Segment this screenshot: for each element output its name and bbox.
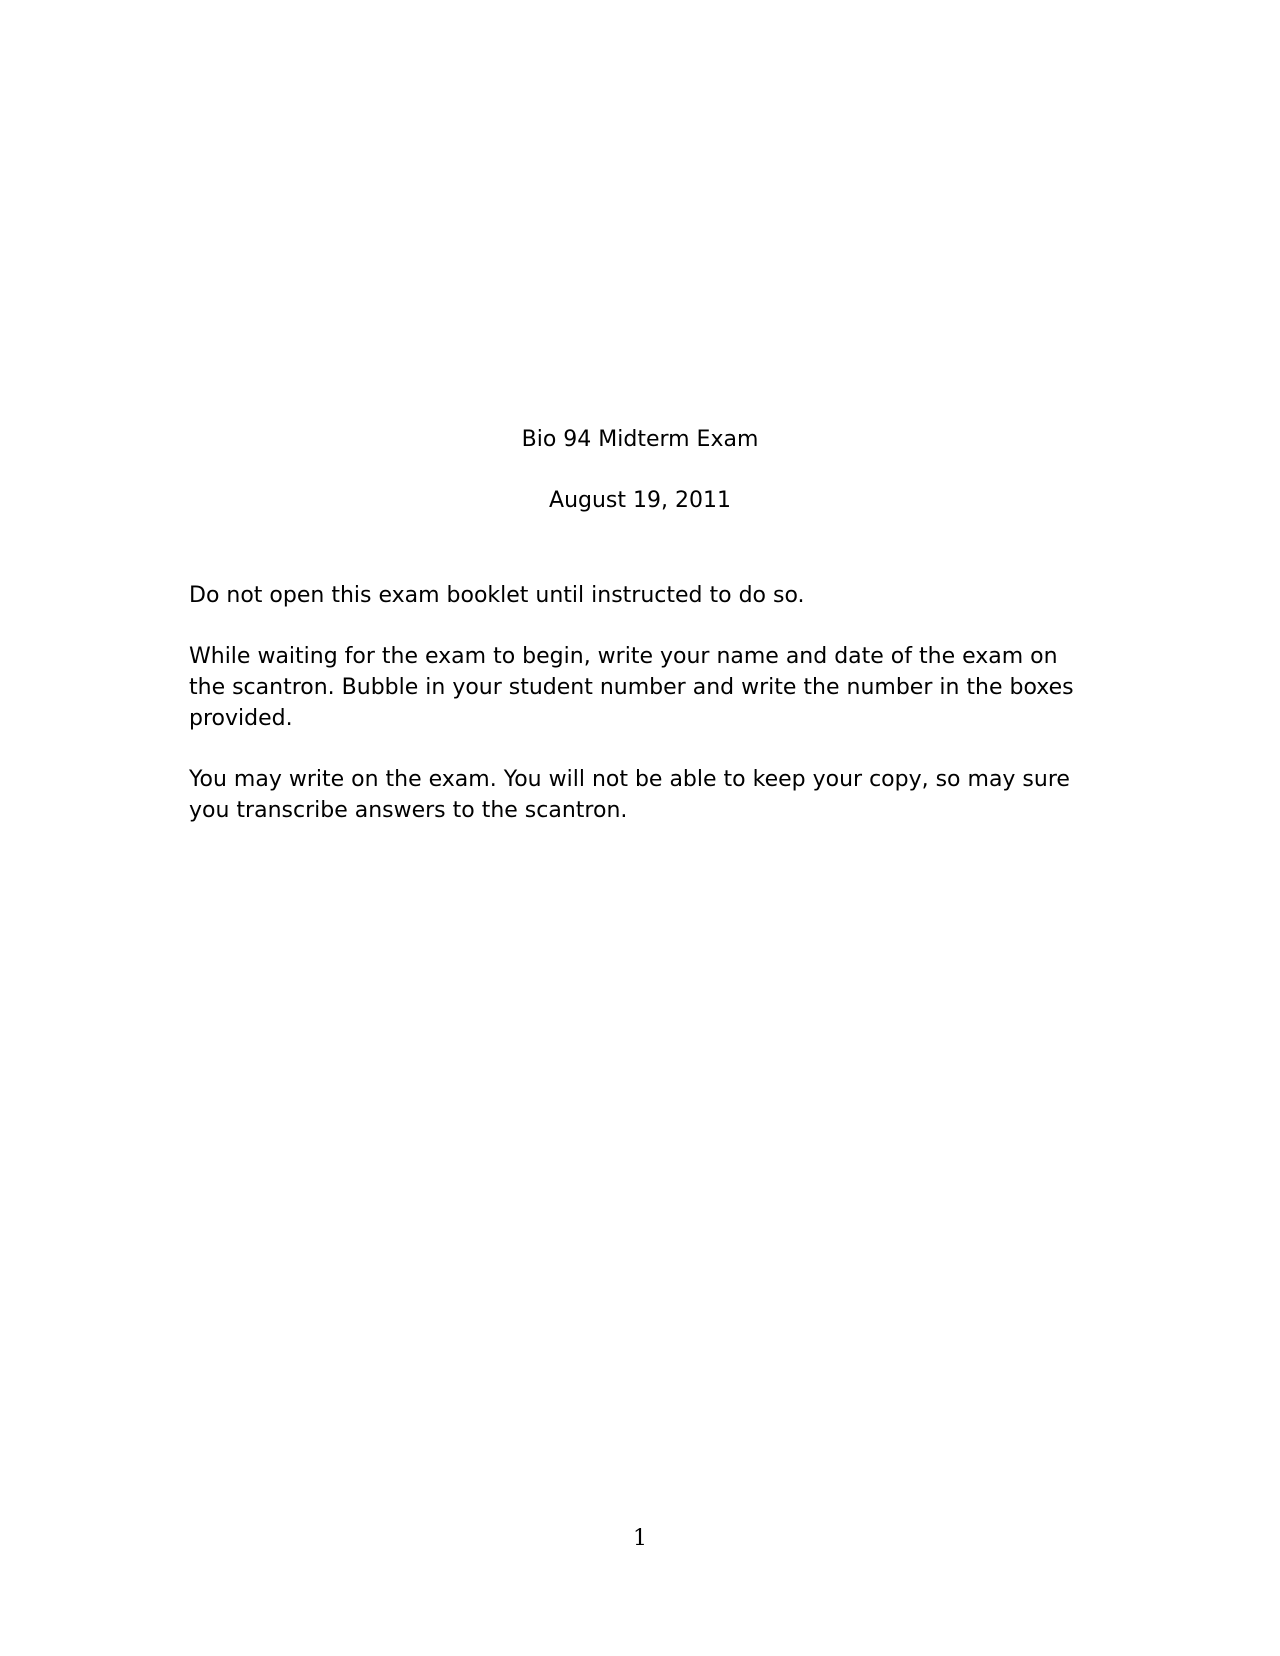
exam-date: August 19, 2011 <box>549 488 731 513</box>
instruction-paragraph-1: Do not open this exam booklet until instructed to do so. <box>189 583 805 608</box>
exam-title: Bio 94 Midterm Exam <box>521 427 759 452</box>
instruction-paragraph-3: You may write on the exam. You will not be able to keep your copy, so may sure you transcribe answers to the scantron. <box>189 767 1070 823</box>
title-block <box>0 425 1280 516</box>
instructions-block <box>189 580 1089 856</box>
page-number: 1 <box>633 1526 647 1551</box>
instruction-paragraph-2: While waiting for the exam to begin, write your name and date of the exam on the scantron. Bubble in your student number and write the number in the boxes provided. <box>189 644 1074 731</box>
